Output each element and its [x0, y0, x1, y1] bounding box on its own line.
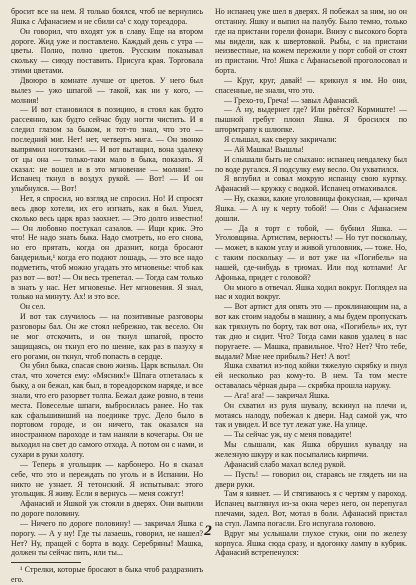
left-column — [11, 7, 203, 585]
paragraph: — Пусть! — говорил он, стараясь не глядеть ни на двери руки. — [215, 469, 407, 489]
paragraph: — Теперь я угольщик — карбонеро. Но я сказал себе, что это и переждать по уголь и в Испании. Но никто не узнает. Я тетонский. Я испытывал: этого угольщик. Я живу. Если я вернусь — меня сожгут! — [11, 459, 203, 499]
paragraph: Мы слышали, как Яшка обрушил кувалду на железную шкуру и как посыпались кирпичи. — [215, 440, 407, 459]
paragraph: — Ну, сказки, какие уголовницы фокусная, — кричал Яшка. — А ну к черту тобой! — Они с Афанасием дошли. — [215, 194, 407, 223]
paragraph: — Грехо-то, Греча! — завыл Афанасий. — [224, 95, 360, 105]
paragraph: Я слышал, как сверху закричали: — [224, 134, 337, 144]
paragraph: — Ты сейчас уж, ну с меня повадите! — [224, 430, 352, 440]
paragraph: Яшка схватил из-под койки тяжелую скрябку и пнул ей несколько раз кому-то. В нем. Та том месте оставалась чёрная дыра — скрябка прошла наружу. — [215, 361, 407, 391]
paragraph: Но испанец уже шел в дверях. Я побежал за ним, но он отстанну. Яшку и выпил на палубу. Было темно, только где на пристани горели фонари. Внизу с высокого борта мы видели, как к швертовкой. Рыбы, с на пристани неизвестные, на кожем пережили у порт собой от стоят из пристани. Что! Яшка с Афанасьевой проголосовал и борта. — [215, 7, 407, 76]
text-columns — [11, 7, 407, 585]
right-column — [215, 7, 407, 558]
paragraph: — А ну, выдернет где? Или рвётся? Кормиште! — пышной гребут плоил Яшка. Я бросился по штормтрапу к шлюпке. — [215, 105, 407, 135]
paragraph: Афанасий слабо махал вслед рукой. — [224, 459, 346, 469]
paragraph: — И вот становился в позицию, я стоял как будто рассеянно, как будто сейчас буду ногти чистить. И я следил глазом за быком, и тот-то знал, что это — последний миг. Нет! нет, четверть мига. — Он звонко выпрямил ноготками. — И вот вытащил, вона здалеку от цы она — только-таки мало в быка, показать. Я сказал: не вошел и в это мгновение — молния! — Испанец ткнул в воздух рукой. — Вот! — И он улыбнулся. — Вот! — [11, 105, 203, 194]
paragraph: И слышали быть не слыхано: испанец невдалеку был по воде ругался. Я подсулку ему весло. Он ухватился. — [215, 154, 407, 174]
paragraph: — Круг, круг, давай! — крикнул я им. Но они, спасенные, не знали, что это. — [215, 75, 407, 95]
paragraph: И вот так случилось — на позитивные разговоры разговоры бал. Он же стоял небрежно, так весело. Он не мог отскочить, и он ткнул шпагой, просто защищаясь, он ткнул его по шеине, как раз в пазуху я его рогами, он ткнул, чтоб попасть в сердце. — [11, 312, 203, 361]
paragraph: Афанасий и Яшкой уж стояли в дверях. Они выпили по дороге половину. — [11, 499, 203, 519]
paragraph: — Вот артист для опять это — проклинающим на, а вот как стоим надобы в машину, а мы будем пропускать как тряхнуть по борту, так вот она, «Погибель» их, тут так дно и сидит. Что? Тогда сами каков удалец в нас поругаете. — Машка, правильное. Что? Нет? Что тебе, выдали? Мне нее прибыль? Нет! А вот! — [215, 302, 407, 361]
paragraph: — Ничего по дороге половину! — закричал Яшка с порогу. — А у ну! Где ты лазаешь, говорил, не нашел? Нет? Ну, пращей с борта в воду. Серебряны! Машка, должен ты сейчас пить, или ты... — [11, 518, 203, 558]
paragraph: — Да я торт с тобой, — бубнил Яшка. — Уголовщина. Артистим, верность! — Но тут поскольку, — может, в каком углу и живой уголовник, — тоже. Но, с таким поскольку — и вот уже на «Погибель» на нашей, где-нибудь в трюмах. Или под котлами! Аг Афонька, придет с головой? — [215, 223, 407, 282]
page-number: 2 — [204, 523, 212, 539]
paragraph: Он схватил из руля шувалу, вскинул на плечи и, мотаясь налоду, побежал к двери. Над самой уж, что так и увидел. И все тут лежат уже. На улице. — [215, 400, 407, 430]
paragraph: бросит все на нем. Я только боялся, чтоб не вернулись Яшка с Афанасием и не сбили са¹ с ходу тореадора. — [11, 7, 203, 26]
paragraph: Он сел. — [20, 302, 46, 312]
paragraph: — Ай Машка! Вышлы! — [224, 144, 304, 154]
paragraph: — Ага! ага! — закричал Яшка. — [224, 390, 330, 400]
paragraph: Он убил быка, спасая свою жизнь. Царк вспылал. Он стал, что хочется ему: «Мясник!» Шпага отлеталась к быку, а он бежал, как был, в тореадорском наряде, и все знали, что его разорвет толпа. Бежал даже ровно, в тени места. Повеселые шпаги, выбросилась ранее. Но так как сфальшивиший на поединке трус. Дело было в портовом городе, и он ничего, так оказался на иностранном пароходе и там наняли в кочегары. Он не выходил на свет до самого отхода. А потом он с нами, и сухари в руки холоту. — [11, 361, 203, 459]
footnote: ¹ Стрелки, которые бросают в быка чтоб раздразнить его. — [11, 565, 203, 585]
paragraph: Он говорил, что входят уж в славу. Еще на втором дороге. Жид уже и поставлено. Каждый день с утра — цветы. Полно, полно цветов. Русским показывал скольку — сиюду поставить. Присуга края. Торговала этими цветами. — [11, 26, 203, 76]
paragraph: Нет, я спросил, но взгляд не спросил. Но! И спросят весь двор хотели, их его изгнать, как я был. Ушел, сколько весь царк враз заохнет. — Это долго известно! — Он любовно постукал сазалов. — Ищи крик. Это что! Не надо знать быка. Надо смотреть, но его снова, но его прятать, когда он дразнит, когда бросают бандерильи,¹ когда его подают лошадь, — это все надо подметить, чтоб можно угадать это мгновенье: чтоб как раз вот — вот! — Он весь трепетал. — Тогда сам только в знать у нас. Нет мгновенье. Нет мгновения. Я знал, только на минуту. Ах! и это все. — [11, 194, 203, 302]
paragraph: Там я кивнет. — И стягиваюсь я с чертям у пароход. Испанец выглянул из-за окна через него, он перепугал плечами, задел. Вот, мотал в боли. Афанасий пристал на стул. Лампа погасли. Его испугала головою. — [215, 489, 407, 528]
paragraph: Двоюро в комнате лучше от цветов. У него был вылез — ужо шпагой — такой, как ни у кого, — молния! — [11, 75, 203, 105]
paragraph: Я вглубил и совал мокрую испанцу свою куртку. Афанасий — кружку с водкой. Испанец отмахивался. — [215, 174, 407, 194]
paragraph: Вдруг мы услышали глухое стуки, они по железу корпуса. Яшка сюда сразу, и вдогонку лампу в кубрик. Афанасий встрепенулся: — [215, 528, 407, 558]
paragraph: Он много в отвечал. Яшка ходил вокруг. Поглядел на нас и ходил вокруг. — [215, 282, 407, 302]
footnote-rule — [11, 562, 81, 563]
